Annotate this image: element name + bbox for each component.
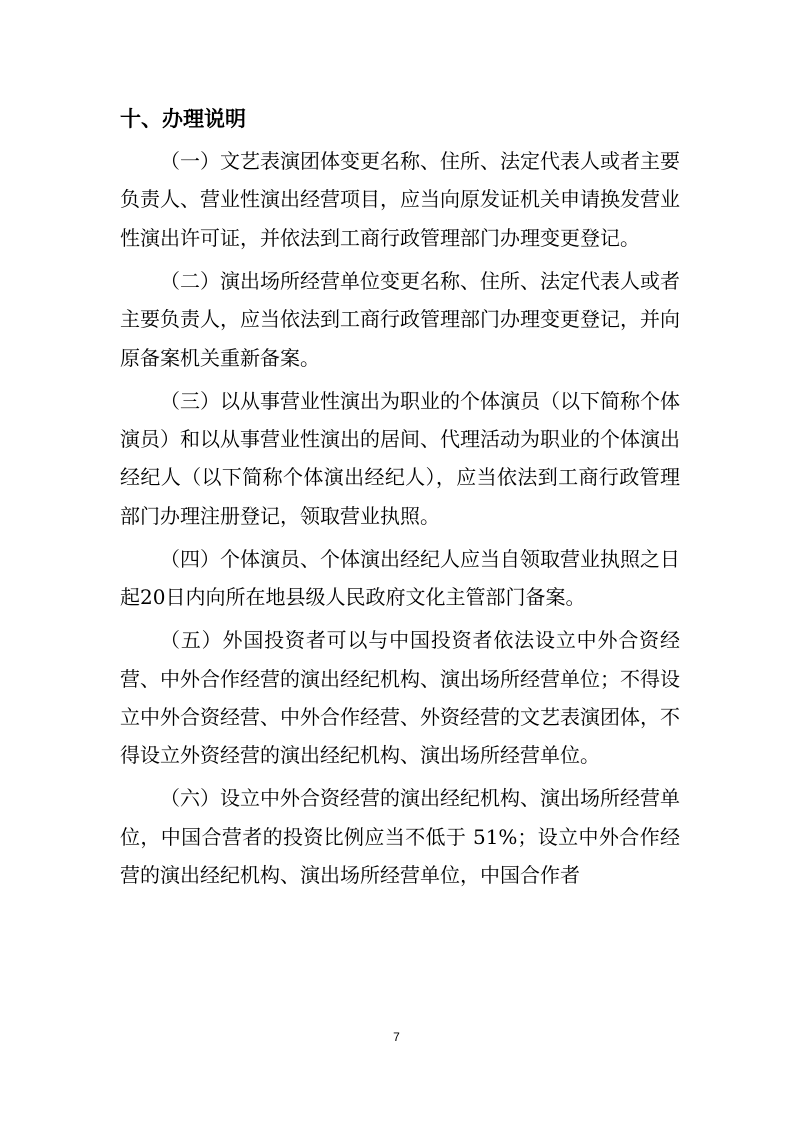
paragraph-4: （四）个体演员、个体演出经纪人应当自领取营业执照之日起20日内向所在地县级人民政府文化主管部门备案。 bbox=[120, 546, 680, 610]
section-heading: 十、办理说明 bbox=[120, 107, 246, 131]
paragraph-1: （一）文艺表演团体变更名称、住所、法定代表人或者主要负责人、营业性演出经营项目，应当向原发证机关申请换发营业性演出许可证，并依法到工商行政管理部门办理变更登记。 bbox=[120, 149, 680, 250]
body-text bbox=[120, 142, 680, 899]
page-number: 7 bbox=[393, 1030, 400, 1044]
paragraph-6: （六）设立中外合资经营的演出经纪机构、演出场所经营单位，中国合营者的投资比例应当不低于 51%；设立中外合作经营的演出经纪机构、演出场所经营单位，中国合作者 bbox=[120, 786, 680, 888]
paragraph-3: （三）以从事营业性演出为职业的个体演员（以下简称个体演员）和以从事营业性演出的居间、代理活动为职业的个体演出经纪人（以下简称个体演出经纪人），应当依法到工商行政管理部门办理注册登记，领取营业执照。 bbox=[120, 388, 680, 528]
paragraph-2: （二）演出场所经营单位变更名称、住所、法定代表人或者主要负责人，应当依法到工商行政管理部门办理变更登记，并向原备案机关重新备案。 bbox=[120, 268, 680, 370]
paragraph-5: （五）外国投资者可以与中国投资者依法设立中外合资经营、中外合作经营的演出经纪机构、演出场所经营单位；不得设立中外合资经营、中外合作经营、外资经营的文艺表演团体，不得设立外资经营的演出经纪机构、演出场所经营单位。 bbox=[120, 628, 680, 768]
